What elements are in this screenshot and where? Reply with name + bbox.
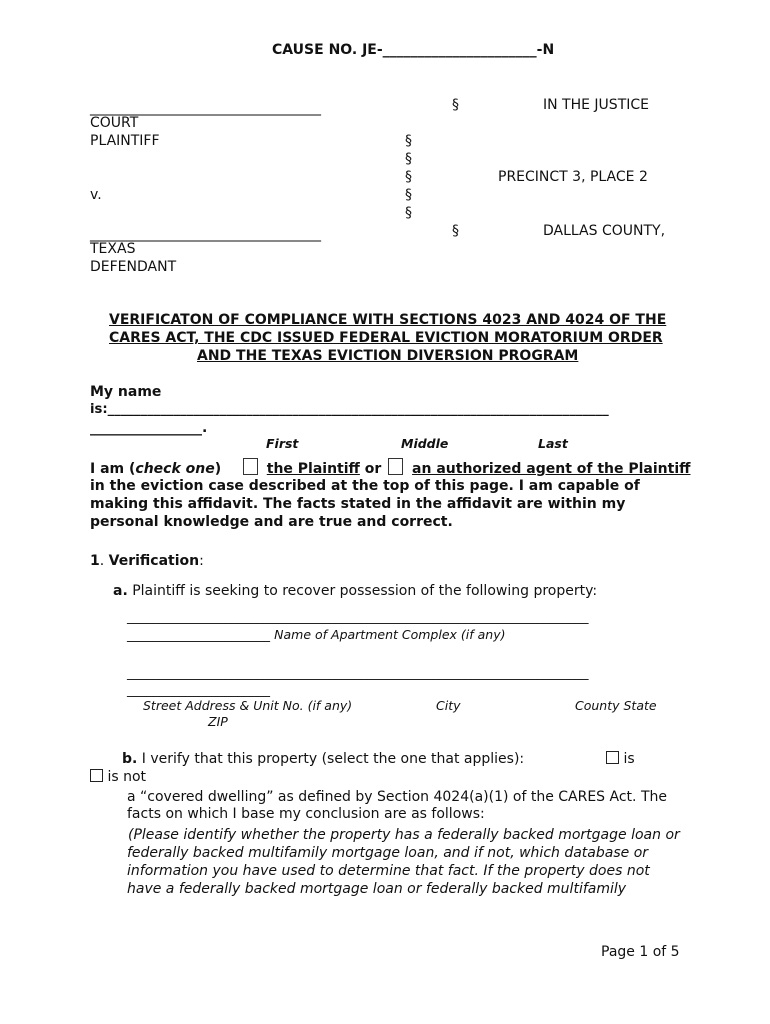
agent-checkbox[interactable] — [388, 458, 403, 475]
county-name: DALLAS COUNTY, — [543, 223, 666, 239]
role-line2: in the eviction case described at the top of this page. I am capable of — [90, 478, 640, 494]
covered-dwelling-line1: a “covered dwelling” as defined by Section 4024(a)(1) of the CARES Act. The — [127, 789, 667, 805]
is-not-label: is not — [107, 769, 147, 785]
first-name-label: First — [266, 436, 299, 451]
is-not-checkbox[interactable] — [90, 769, 103, 782]
role-statement — [90, 458, 690, 478]
covered-dwelling-line2: facts on which I base my conclusion are as follows: — [127, 806, 485, 822]
item-b-label: b. — [122, 751, 138, 767]
is-checkbox[interactable] — [606, 751, 619, 764]
check-one-hint: check one — [135, 461, 215, 477]
verification-heading: 1. Verification: — [90, 553, 204, 569]
name-field-line[interactable]: is:____________________________________________________________________________ — [90, 402, 609, 417]
is-option — [606, 750, 635, 768]
section-mark: § — [452, 223, 459, 239]
is-not-option — [90, 768, 146, 786]
apartment-label: Name of Apartment Complex (if any) — [274, 627, 506, 642]
item-b — [122, 750, 524, 768]
apartment-field-short[interactable]: ______________________ — [127, 628, 270, 643]
defendant-label: DEFENDANT — [90, 259, 177, 275]
defendant-blank: _________________________________ — [90, 226, 321, 242]
item-a-text: Plaintiff is seeking to recover possession of the following property: — [132, 583, 598, 599]
zip-label: ZIP — [208, 714, 228, 729]
option-plaintiff: the Plaintiff — [266, 461, 360, 477]
option-agent: an authorized agent of the Plaintiff — [412, 461, 691, 477]
street-address-label: Street Address & Unit No. (if any) — [143, 698, 353, 713]
instruction-line1: (Please identify whether the property has a federally backed mortgage loan or — [128, 827, 680, 843]
verification-title: Verification — [108, 553, 200, 569]
section-mark: § — [405, 151, 412, 167]
role-prefix: I am ( — [90, 461, 136, 477]
plaintiff-blank: _________________________________ — [90, 100, 321, 116]
county-state-label: County State — [575, 698, 657, 713]
versus-label: v. — [90, 187, 102, 203]
name-field-line-cont[interactable]: ________________. — [90, 420, 208, 436]
instruction-line3: information you have used to determine that fact. If the property does not — [127, 863, 650, 879]
or-text: or — [359, 461, 387, 477]
my-name-label: My name — [90, 384, 162, 400]
address-field-line[interactable]: _______________________________________________________________________ — [127, 666, 589, 681]
item-b-text: I verify that this property (select the one that applies): — [141, 751, 525, 767]
apartment-field-line[interactable]: _______________________________________________________________________ — [127, 610, 589, 625]
cause-number: CAUSE NO. JE-______________________-N — [272, 42, 555, 58]
section-number: 1 — [90, 553, 100, 569]
address-field-short[interactable]: ______________________ — [127, 683, 270, 698]
section-mark: § — [452, 97, 459, 113]
item-a-label: a. — [113, 583, 128, 599]
court-label: COURT — [90, 115, 139, 131]
heading-colon: : — [199, 553, 204, 569]
last-name-label: Last — [538, 436, 568, 451]
page-number: Page 1 of 5 — [601, 944, 680, 960]
plaintiff-label: PLAINTIFF — [90, 133, 160, 149]
section-mark: § — [405, 133, 412, 149]
precinct-place: PRECINCT 3, PLACE 2 — [498, 169, 648, 185]
middle-name-label: Middle — [401, 436, 449, 451]
doc-title-line3: AND THE TEXAS EVICTION DIVERSION PROGRAM — [197, 348, 579, 364]
doc-title-line2: CARES ACT, THE CDC ISSUED FEDERAL EVICTION MORATORIUM ORDER — [109, 330, 663, 346]
city-label: City — [436, 698, 461, 713]
item-a — [113, 582, 597, 600]
instruction-line2: federally backed multifamily mortgage loan, and if not, which database or — [127, 845, 649, 861]
apartment-field-line-cont — [127, 626, 505, 645]
court-type: IN THE JUSTICE — [543, 97, 649, 113]
role-line4: personal knowledge and are true and correct. — [90, 514, 453, 530]
plaintiff-checkbox[interactable] — [243, 458, 258, 475]
section-mark: § — [405, 169, 412, 185]
texas-label: TEXAS — [90, 241, 136, 257]
instruction-line4: have a federally backed mortgage loan or federally backed multifamily — [127, 881, 627, 897]
section-mark: § — [405, 187, 412, 203]
doc-title-line1: VERIFICATON OF COMPLIANCE WITH SECTIONS 4023 AND 4024 OF THE — [109, 312, 667, 328]
section-mark: § — [405, 205, 412, 221]
role-close: ) — [214, 461, 222, 477]
role-line3: making this affidavit. The facts stated in the affidavit are within my — [90, 496, 626, 512]
is-label: is — [623, 751, 635, 767]
